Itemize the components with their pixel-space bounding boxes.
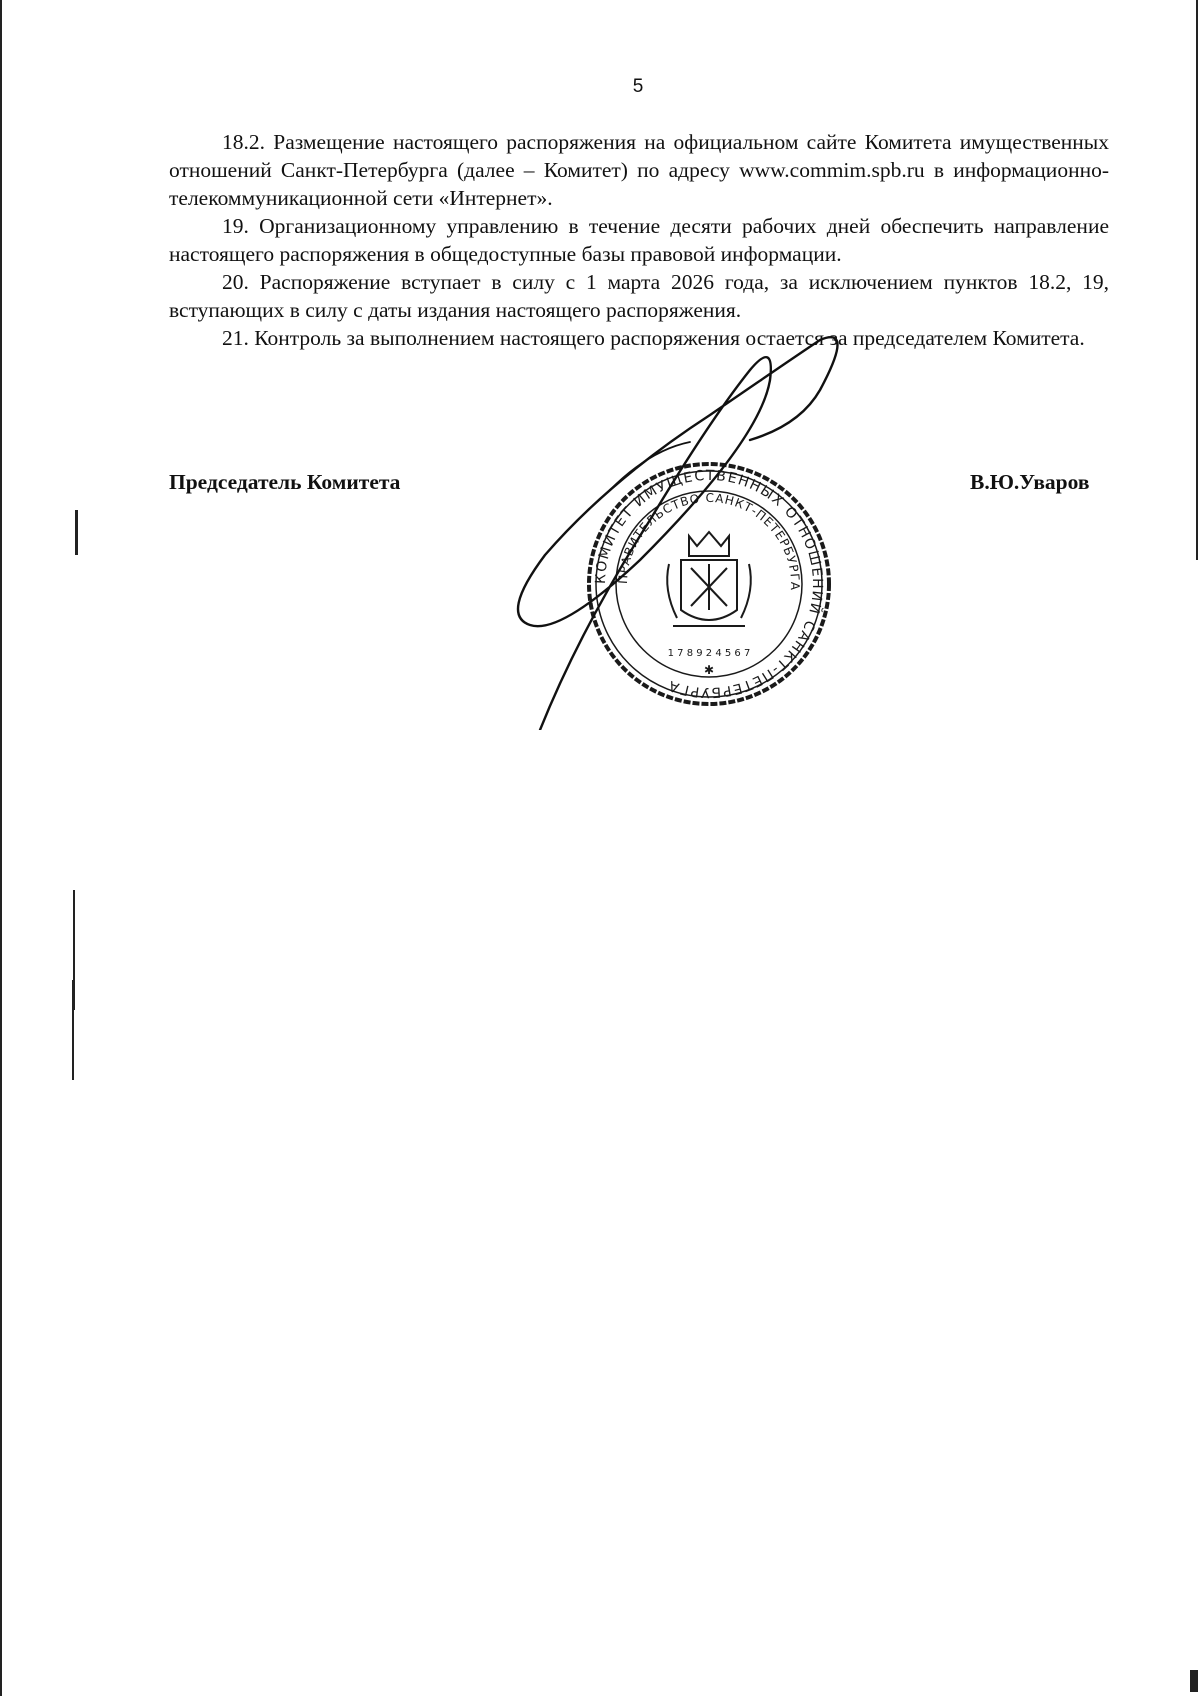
stamp-inner-text: ПРАВИТЕЛЬСТВО САНКТ-ПЕТЕРБУРГА bbox=[615, 490, 803, 592]
scan-mark bbox=[72, 980, 74, 1080]
signatory-title: Председатель Комитета bbox=[169, 470, 401, 494]
signatory-name: В.Ю.Уваров bbox=[970, 470, 1090, 494]
paragraph-20: 20. Распоряжение вступает в силу с 1 марта 2026 года, за исключением пунктов 18.2, 19, вступающих в силу с даты издания настоящего распоряжения. bbox=[169, 270, 1109, 322]
scan-left-edge bbox=[0, 0, 2, 1696]
stamp-outer-text: КОМИТЕТ ИМУЩЕСТВЕННЫХ ОТНОШЕНИЙ САНКТ-ПЕТЕРБУРГА bbox=[592, 467, 826, 701]
scan-corner-mark bbox=[1190, 1670, 1198, 1692]
scan-mark bbox=[75, 510, 78, 555]
stamp-number: 1 7 8 9 2 4 5 6 7 bbox=[667, 648, 751, 659]
body-text bbox=[169, 128, 1109, 352]
paragraph-21: 21. Контроль за выполнением настоящего распоряжения остается за председателем Комитета. bbox=[222, 326, 1085, 350]
paragraph-18-2: 18.2. Размещение настоящего распоряжения на официальном сайте Комитета имущественных отношений Санкт-Петербурга (далее – Комитет) по адресу www.commim.spb.ru в информационно-телекоммуникационной сети «Интернет». bbox=[169, 130, 1109, 210]
stamp-star: ✱ bbox=[703, 663, 715, 677]
handwritten-signature bbox=[500, 330, 860, 730]
paragraph-19: 19. Организационному управлению в течение десяти рабочих дней обеспечить направление настоящего распоряжения в общедоступные базы правовой информации. bbox=[169, 214, 1109, 266]
page-number: 5 bbox=[632, 76, 644, 97]
